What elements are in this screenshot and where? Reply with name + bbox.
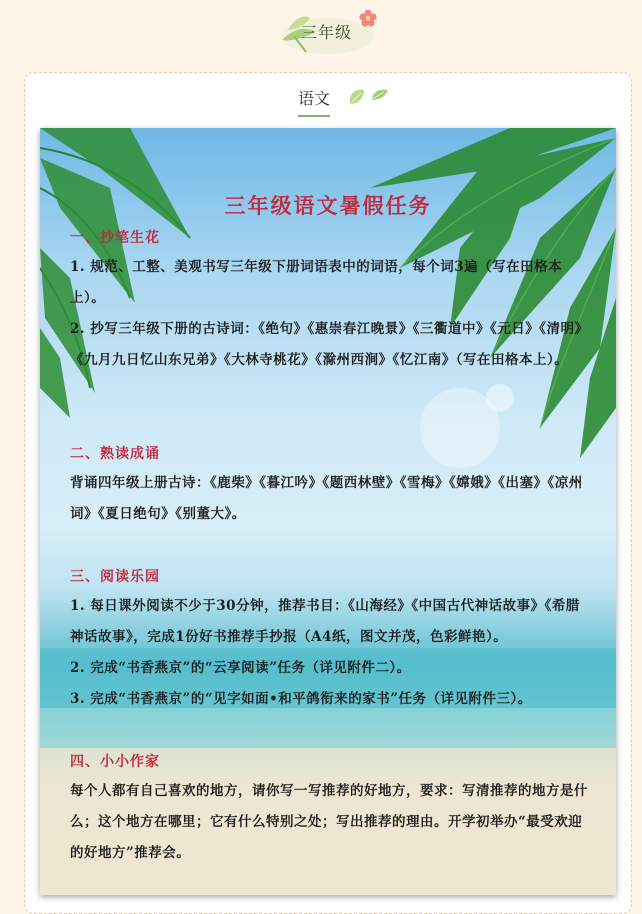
section-1-item-1: 1. 规范、工整、美观书写三年级下册词语表中的词语，每个词3遍（写在田格本上）。 (70, 259, 563, 306)
poster-content (40, 128, 616, 895)
tab-subject[interactable] (298, 86, 330, 114)
section-heading-4: 四、小小作家 (70, 754, 160, 770)
section-3-item-3: 3. 完成“书香燕京”的“见字如面•和平鸽衔来的家书”任务（详见附件三）。 (70, 691, 532, 707)
section-4-item-1: 每个人都有自己喜欢的地方，请你写一写推荐的好地方，要求：写清推荐的地方是什么；这个地方在哪里；它有什么特别之处；写出推荐的理由。开学初举办“最受欢迎的好地方”推荐会。 (70, 783, 588, 861)
section-heading-1: 一、抄笔生花 (70, 230, 160, 246)
section-1-item-2: 2. 抄写三年级下册的古诗词：《绝句》《惠崇春江晚景》《三衢道中》《元日》《清明》《九月九日忆山东兄弟》《大林寺桃花》《滁州西涧》《忆江南》（写在田格本上）。 (70, 321, 589, 368)
section-3-item-2: 2. 完成“书香燕京”的“云享阅读”任务（详见附件二）。 (70, 660, 411, 676)
section-3-item-1: 1. 每日课外阅读不少于30分钟，推荐书目：《山海经》《中国古代神话故事》《希腊神话故事》，完成1份好书推荐手抄报（A4纸，图文并茂，色彩鲜艳）。 (70, 598, 580, 645)
leaves-icon (346, 86, 390, 108)
grade-header (0, 0, 642, 66)
section-heading-2: 二、熟读成诵 (70, 446, 160, 462)
poster-title: 三年级语文暑假任务 (224, 193, 432, 218)
task-poster (40, 128, 616, 895)
grade-title: 三年级 (301, 23, 353, 42)
section-heading-3: 三、阅读乐园 (70, 569, 160, 585)
subject-label: 语文 (298, 86, 330, 117)
section-2-item-1: 背诵四年级上册古诗：《鹿柴》《暮江吟》《题西林壁》《雪梅》《嫦娥》《出塞》《凉州词》《夏日绝句》《别董大》。 (70, 475, 583, 522)
